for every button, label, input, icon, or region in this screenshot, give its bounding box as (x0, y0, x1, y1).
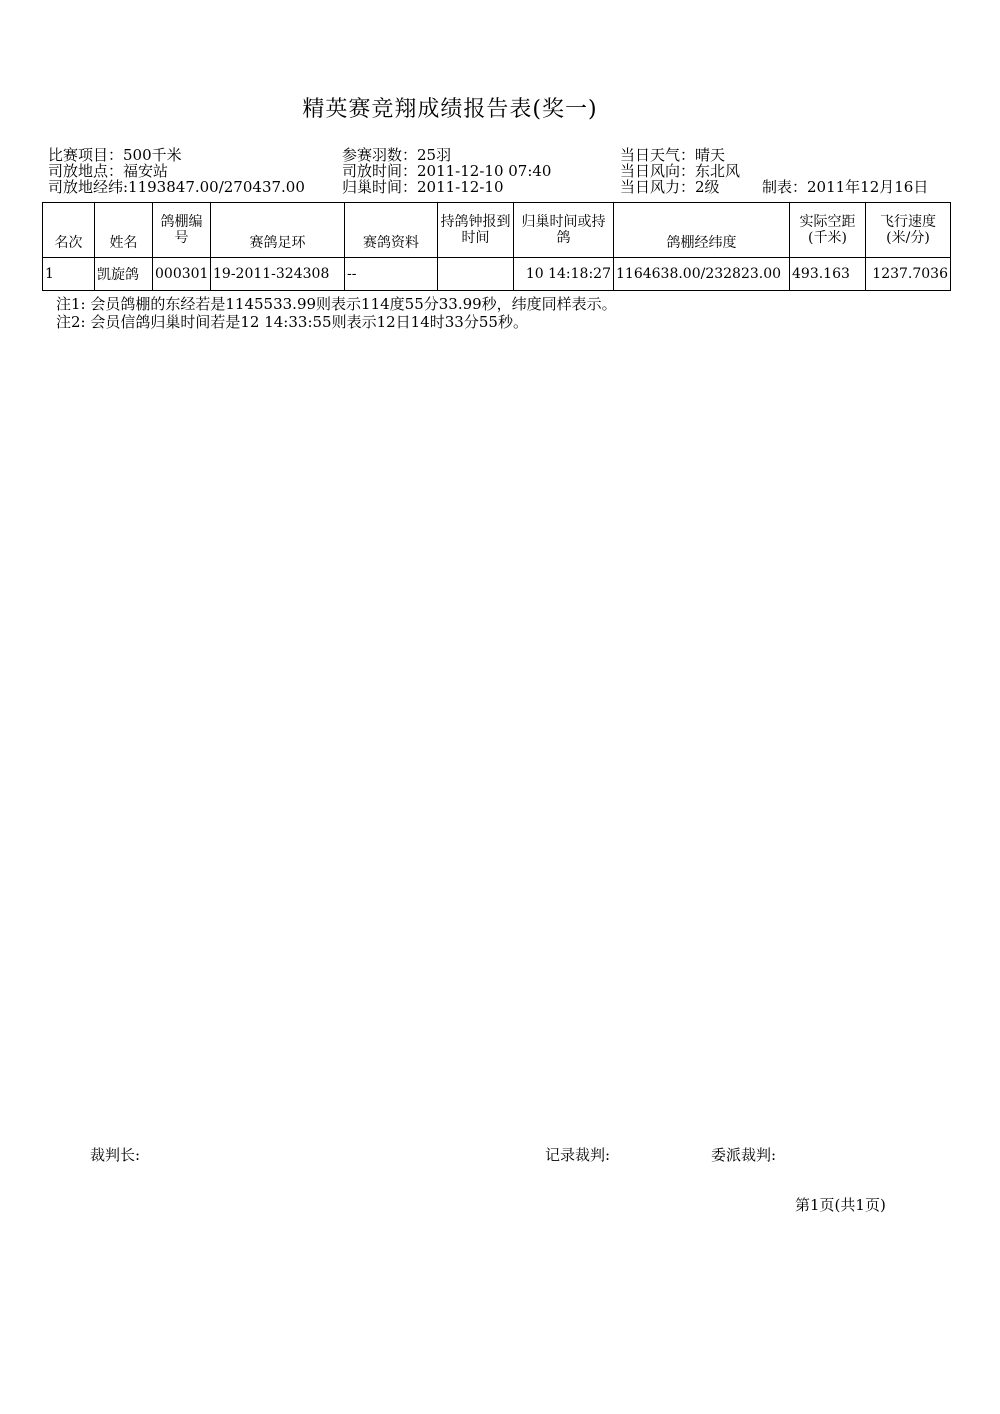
cell-info: -- (345, 258, 438, 291)
made-date-info: 制表：2011年12月16日 (762, 178, 929, 196)
appointed-referee-label: 委派裁判: (711, 1146, 777, 1164)
weather-info: 当日天气：晴天 (620, 146, 726, 164)
cell-loft-coords: 1164638.00/232823.00 (614, 258, 790, 291)
release-place-info: 司放地点：福安站 (48, 162, 169, 180)
cell-ring: 19-2011-324308 (211, 258, 345, 291)
note-2: 注2: 会员信鸽归巢时间若是12 14:33:55则表示12日14时33分55秒。 (56, 313, 528, 331)
entries-info: 参赛羽数：25羽 (342, 146, 452, 164)
header-rank: 名次 (43, 203, 95, 258)
wind-force-info: 当日风力：2级 (620, 178, 720, 196)
header-speed: 飞行速度(米/分) (866, 203, 951, 258)
wind-direction-info: 当日风向：东北风 (620, 162, 741, 180)
cell-rank: 1 (43, 258, 95, 291)
header-info: 赛鸽资料 (345, 203, 438, 258)
cell-loft-no: 000301 (153, 258, 211, 291)
table-header-row (43, 203, 951, 258)
header-return-time: 归巢时间或持鸽 (514, 203, 614, 258)
cell-return-time: 10 14:18:27 (514, 258, 614, 291)
release-time-info: 司放时间：2011-12-10 07:40 (342, 162, 552, 180)
header-name: 姓名 (95, 203, 153, 258)
release-coords-info: 司放地经纬:1193847.00/270437.00 (48, 178, 305, 196)
cell-name: 凯旋鸽 (95, 258, 153, 291)
cell-speed: 1237.7036 (866, 258, 951, 291)
event-info: 比赛项目：500千米 (48, 146, 182, 164)
recording-referee-label: 记录裁判: (545, 1146, 611, 1164)
header-distance: 实际空距(千米) (790, 203, 866, 258)
return-date-info: 归巢时间：2011-12-10 (342, 178, 504, 196)
page-number: 第1页(共1页) (795, 1196, 886, 1214)
header-loft-no: 鸽棚编号 (153, 203, 211, 258)
report-title: 精英赛竞翔成绩报告表(奖一) (302, 97, 598, 122)
cell-distance: 493.163 (790, 258, 866, 291)
cell-clock (438, 258, 514, 291)
header-ring: 赛鸽足环 (211, 203, 345, 258)
header-clock: 持鸽钟报到时间 (438, 203, 514, 258)
results-table (42, 202, 951, 291)
header-loft-coords: 鸽棚经纬度 (614, 203, 790, 258)
chief-referee-label: 裁判长: (90, 1146, 141, 1164)
table-row (43, 258, 951, 291)
note-1: 注1: 会员鸽棚的东经若是1145533.99则表示114度55分33.99秒，纬度同样表示。 (56, 295, 617, 313)
